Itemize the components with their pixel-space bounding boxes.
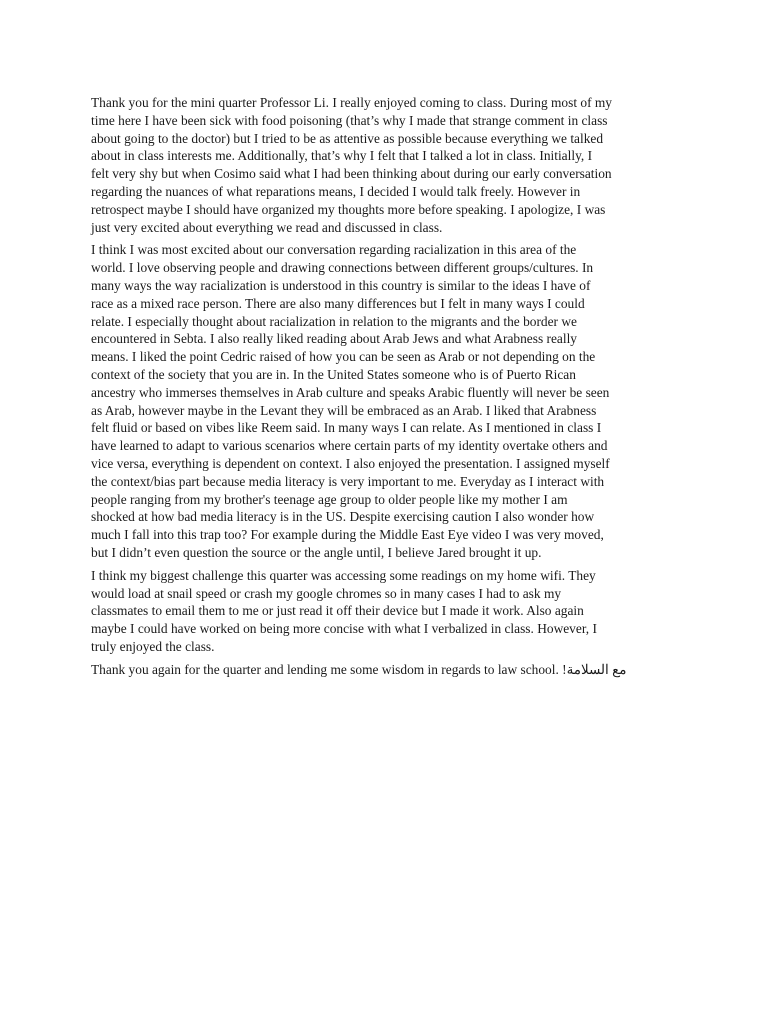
paragraph-intro: Thank you for the mini quarter Professor Li. I really enjoyed coming to class. During most of my time here I have been sick with food poisoning (that’s why I made that strange comment in class about going to the doctor) but I tried to be as attentive as possible because everything we talked about in class interests me. Additionally, that’s why I felt that I talked a lot in class. Initially, I felt very shy but when Cosimo said what I had been thinking about during our early conversation regarding the nuances of what reparations means, I decided I would talk freely. However in retrospect maybe I should have organized my thoughts more before speaking. I apologize, I was just very excited about everything we read and discussed in class. — [91, 95, 613, 235]
paragraph-closing — [91, 661, 679, 679]
paragraph-challenges: I think my biggest challenge this quarter was accessing some readings on my home wifi. They would load at snail speed or crash my google chromes so in many cases I had to ask my classmates to email them to me or just read it off their device but I made it work. Also again maybe I could have worked on being more concise with what I verbalized in class. However, I truly enjoyed the class. — [91, 567, 597, 654]
letter-body — [91, 94, 679, 684]
closing-text: Thank you again for the quarter and lending me some wisdom in regards to law school. — [91, 661, 563, 677]
closing-arabic-farewell: مع السلامة! — [562, 661, 627, 677]
paragraph-racialization: I think I was most excited about our conversation regarding racialization in this area of the world. I love observing people and drawing connections between different groups/cultures. In many ways the way racialization is understood in this country is similar to the ideas I have of race as a mixed race person. There are also many differences but I felt in many ways I could relate. I especially thought about racialization in relation to the migrants and the border we encountered in Sebta. I also really liked reading about Arab Jews and what Arabness really means. I liked the point Cedric raised of how you can be seen as Arab or not depending on the context of the society that you are in. In the United States someone who is of Puerto Rican ancestry who immerses themselves in Arab culture and speaks Arabic fluently will never be seen as Arab, however maybe in the Levant they will be embraced as an Arab. I liked that Arabness felt fluid or based on vibes like Reem said. In many ways I can relate. As I mentioned in class I have learned to adapt to various scenarios where certain parts of my identity overtake others and vice versa, everything is dependent on context. I also enjoyed the presentation. I assigned myself the context/bias part because media literacy is very important to me. Everyday as I interact with people ranging from my brother's teenage age group to older people like my mother I am shocked at how bad media literacy is in the US. Despite exercising caution I also wonder how much I fall into this trap too? For example during the Middle East Eye video I was very moved, but I didn’t even question the source or the angle until, I believe Jared brought it up. — [91, 242, 610, 560]
